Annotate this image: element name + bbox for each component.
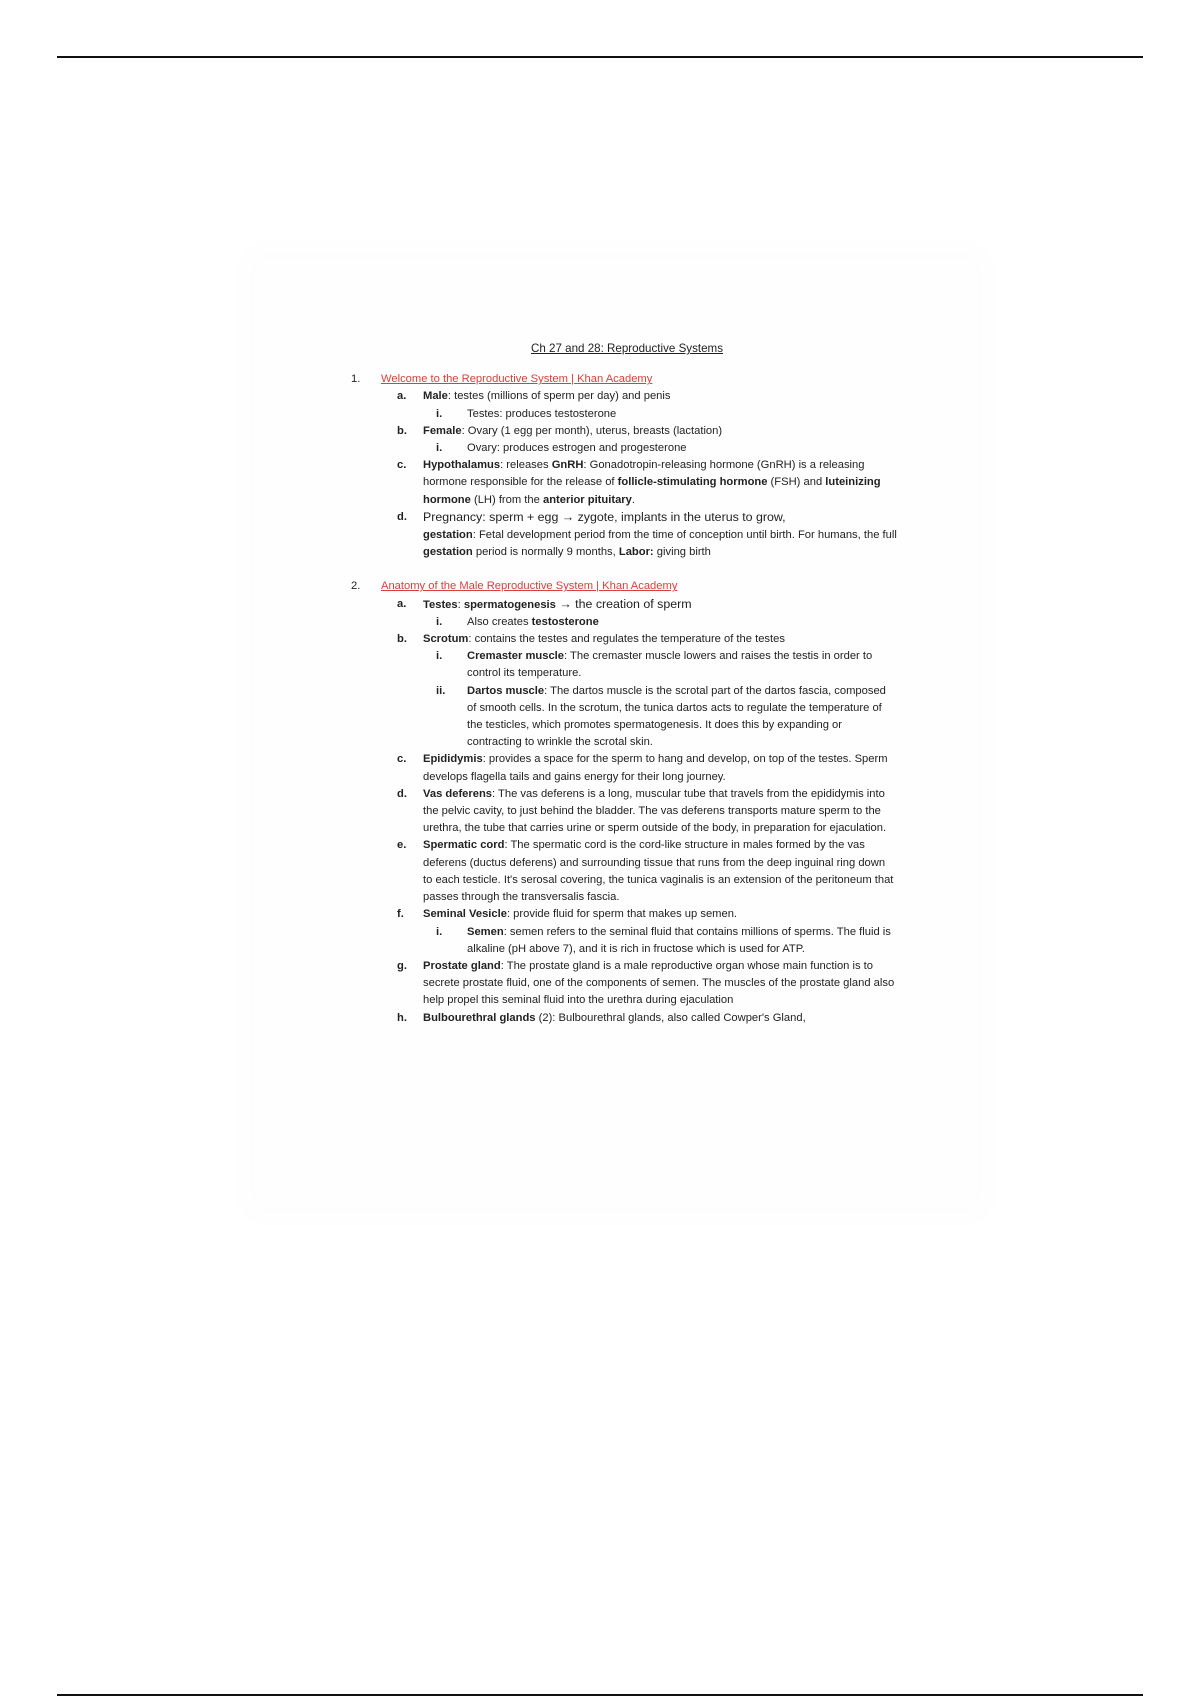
sub-item	[357, 683, 897, 752]
list-marker: e.	[397, 839, 407, 852]
list-marker: c.	[397, 753, 407, 766]
item-text: → the creation of sperm	[555, 596, 692, 611]
item-text: : Fetal development period from the time of conception until birth. For humans, the full	[472, 529, 897, 542]
list-marker: b.	[397, 424, 407, 437]
term: Vas deferens	[423, 787, 493, 800]
item-text: : The spermatic cord is the cord-like structure in males formed by the vas deferens (ductus deferens) and surrounding tissue that runs from the deep inguinal ring down to each testicle. It's serosal covering, the tunica vaginalis is an extension of the peritoneum that passes through the transversalis fascia.	[423, 839, 894, 904]
item-text: : The cremaster muscle lowers and raises the testis in order to control its temperature.	[467, 650, 873, 680]
term: Epididymis	[423, 753, 483, 766]
list-item	[351, 578, 897, 595]
item-text: Pregnancy: sperm + egg → zygote, implants in the uterus to grow,	[423, 509, 786, 524]
item-text: :	[457, 598, 464, 611]
item-text: Testes: produces testosterone	[467, 407, 617, 420]
sub-item	[357, 648, 897, 682]
item-text: : The prostate gland is a male reproductive organ whose main function is to secrete prostate fluid, one of the components of semen. The muscles of the prostate gland also help propel this seminal fluid into the urethra during ejaculation	[423, 959, 895, 1007]
term: GnRH	[551, 459, 584, 472]
list-marker: i.	[436, 615, 443, 628]
list-item	[351, 371, 897, 388]
khan-academy-link-reproductive-system[interactable]: Welcome to the Reproductive System | Khan Academy	[381, 373, 653, 386]
term: anterior pituitary	[542, 493, 632, 506]
list-marker: i.	[436, 650, 443, 663]
item-text: (2): Bulbourethral glands, also called Cowper's Gland,	[535, 1011, 806, 1024]
list-item-epididymis	[357, 751, 897, 785]
sub-item	[357, 614, 897, 631]
bottom-divider	[57, 1694, 1143, 1696]
item-text: (FSH) and	[767, 476, 826, 489]
list-marker: 1.	[351, 373, 361, 386]
khan-academy-link-male-anatomy[interactable]: Anatomy of the Male Reproductive System | Khan Academy	[381, 580, 678, 593]
term: Prostate gland	[423, 959, 501, 972]
term: Male	[423, 390, 448, 403]
list-marker: f.	[397, 908, 404, 921]
list-item-spermatic-cord	[357, 837, 897, 906]
item-text: Ovary: produces estrogen and progesterone	[467, 442, 687, 455]
item-text: : releases	[500, 459, 552, 472]
list-marker: i.	[436, 925, 443, 938]
list-marker: a.	[397, 597, 407, 610]
term: Hypothalamus	[423, 459, 501, 472]
term: Spermatic cord	[423, 839, 505, 852]
document-body	[351, 340, 897, 1044]
list-marker: d.	[397, 510, 407, 523]
sub-item	[357, 440, 897, 457]
sub-item	[357, 406, 897, 423]
list-marker: c.	[397, 459, 407, 472]
list-item-male	[357, 388, 897, 405]
term: spermatogenesis	[463, 598, 556, 611]
term: Cremaster muscle	[467, 650, 565, 663]
term: Bulbourethral glands	[423, 1011, 536, 1024]
list-item-seminal-vesicle	[357, 906, 897, 923]
list-item-vas-deferens	[357, 786, 897, 838]
list-item-female	[357, 423, 897, 440]
term: testosterone	[531, 615, 599, 628]
sub-item	[357, 924, 897, 958]
term: Semen	[467, 925, 504, 938]
item-text: : The dartos muscle is the scrotal part of the dartos fascia, composed of smooth cells. In the scrotum, the tunica dartos acts to regulate the temperature of the testicles, which promotes spermatogenesis. It does this by expanding or contracting to wrinkle the scrotal skin.	[467, 684, 886, 749]
term: Female	[423, 424, 462, 437]
section-1	[351, 371, 897, 561]
item-text: : The vas deferens is a long, muscular tube that travels from the epididymis into the pelvic cavity, to just behind the bladder. The vas deferens transports mature sperm to the urethra, the tube that carries urine or sperm outside of the body, in preparation for ejaculation.	[423, 787, 887, 835]
term: gestation	[423, 546, 473, 559]
term: Testes	[423, 598, 458, 611]
item-text: (LH) from the	[470, 493, 543, 506]
term: Scrotum	[423, 633, 469, 646]
item-text: : Ovary (1 egg per month), uterus, breasts (lactation)	[461, 424, 723, 437]
list-item-pregnancy	[357, 509, 897, 562]
item-text: : Gonadotropin-releasing hormone (GnRH) is a releasing hormone responsible for the release of	[423, 459, 865, 489]
list-marker: a.	[397, 390, 407, 403]
term: Seminal Vesicle	[423, 908, 507, 921]
list-marker: ii.	[436, 684, 446, 697]
term: Labor:	[618, 546, 654, 559]
list-marker: i.	[436, 442, 443, 455]
list-item-scrotum	[357, 631, 897, 648]
item-text: : testes (millions of sperm per day) and penis	[447, 390, 671, 403]
list-item-testes	[357, 596, 897, 614]
list-marker: b.	[397, 633, 407, 646]
section-2	[351, 578, 897, 1026]
item-text: period is normally 9 months,	[472, 546, 619, 559]
list-item-prostate-gland	[357, 958, 897, 1010]
item-text: .	[631, 493, 635, 506]
list-item-bulbourethral-glands	[357, 1010, 897, 1027]
item-text: : provides a space for the sperm to hang and develop, on top of the testes. Sperm develops flagella tails and gains energy for their long journey.	[423, 753, 888, 783]
term: follicle-stimulating hormone	[617, 476, 768, 489]
item-text: : contains the testes and regulates the temperature of the testes	[468, 633, 785, 646]
list-marker: d.	[397, 787, 407, 800]
document-title: Ch 27 and 28: Reproductive Systems	[530, 342, 724, 355]
term: gestation	[423, 529, 473, 542]
item-text: Also creates	[467, 615, 532, 628]
item-text: : semen refers to the seminal fluid that contains millions of sperms. The fluid is alkaline (pH above 7), and it is rich in fructose which is used for ATP.	[467, 925, 891, 955]
item-text: giving birth	[653, 546, 711, 559]
list-marker: i.	[436, 407, 443, 420]
list-marker: h.	[397, 1011, 407, 1024]
term: Dartos muscle	[467, 684, 545, 697]
list-marker: 2.	[351, 580, 361, 593]
list-marker: g.	[397, 959, 407, 972]
item-text: : provide fluid for sperm that makes up semen.	[506, 908, 738, 921]
list-item-hypothalamus	[357, 457, 897, 509]
term: luteinizing hormone	[423, 476, 881, 506]
top-divider	[57, 56, 1143, 58]
